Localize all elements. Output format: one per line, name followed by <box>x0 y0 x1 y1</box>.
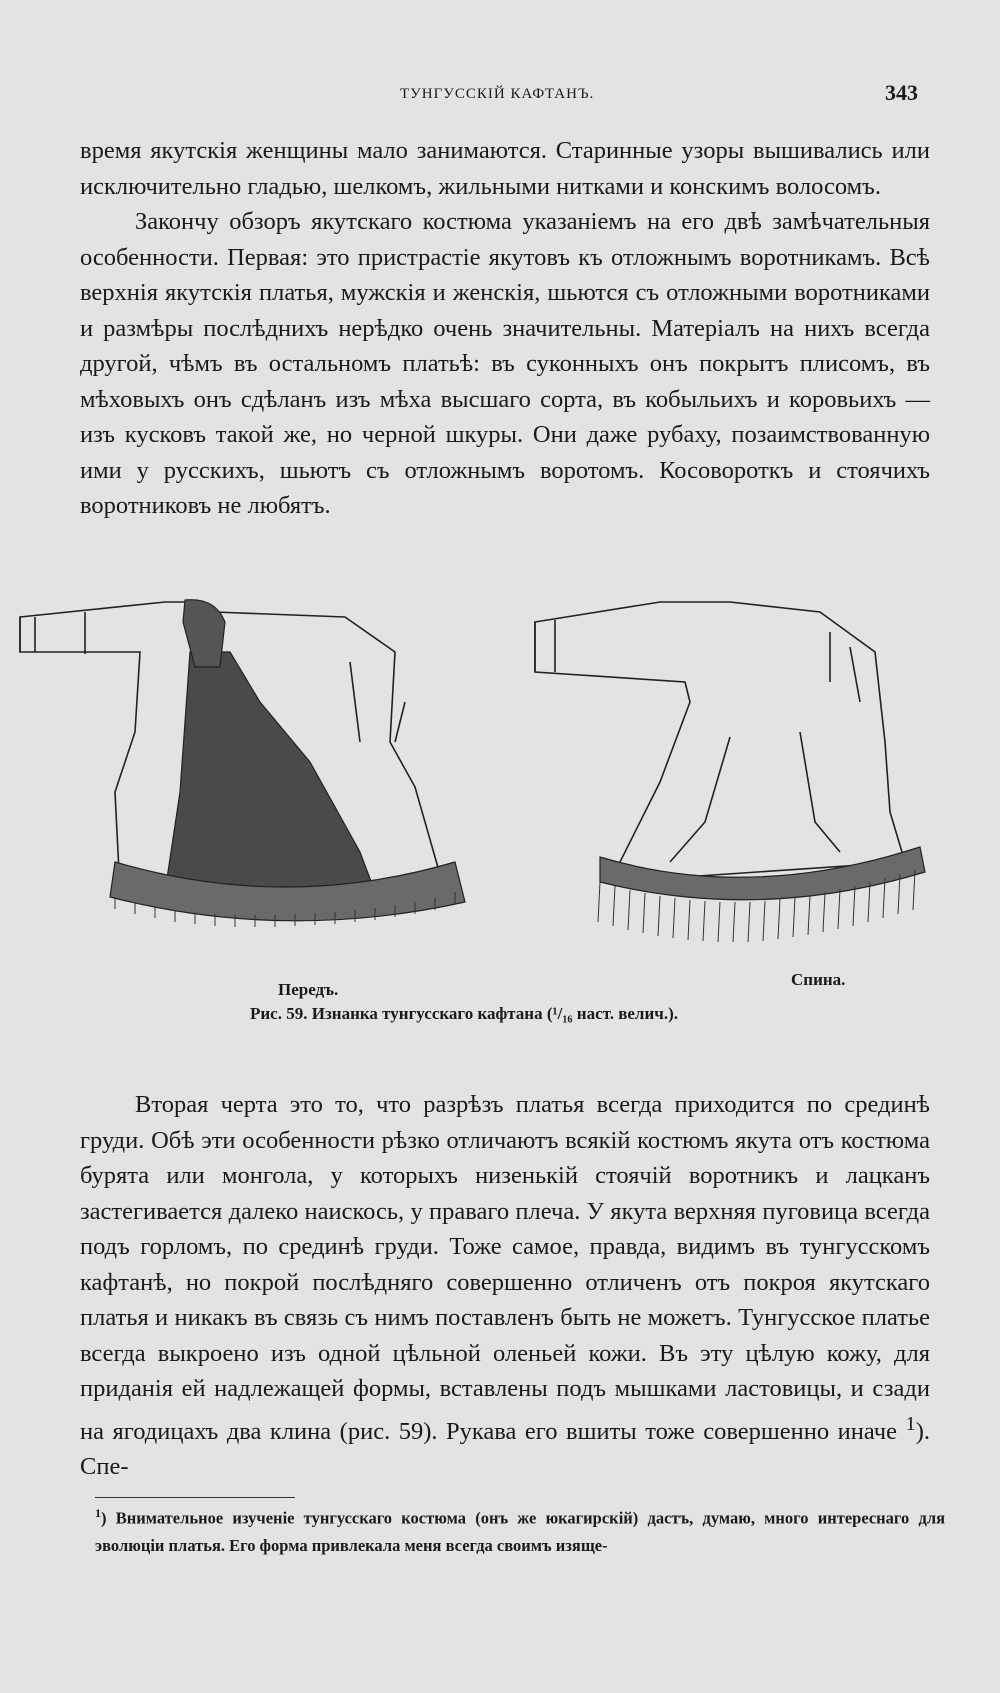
label-front: Передъ. <box>278 980 339 999</box>
page-header <box>0 76 1000 116</box>
figure-59 <box>0 592 1000 1042</box>
paragraph-chest-slit <box>80 1087 930 1485</box>
text-block-top <box>80 133 930 524</box>
footnote-mark: 1 <box>95 1506 101 1520</box>
footnote-divider <box>95 1497 295 1498</box>
paragraph-continuation: время якутскія женщины мало занимаются. Старинные узоры вышивались или исключительно гладью, шелкомъ, жильными нитками и конскимъ волосомъ. <box>80 137 930 200</box>
page-number: 343 <box>885 80 918 105</box>
paragraph-chest-slit-tail: ). Спе- <box>80 1417 931 1481</box>
footnote: $^1$) Внимательное изученіе тунгусскаго костюма (онъ же юкагирскій) дастъ, думаю, много интереснаго для эволюціи платья. Его форма привлекала меня всегда своимъ изяще- <box>95 1506 946 1555</box>
paragraph-chest-slit-text: Вторая черта это то, что разрѣзъ платья всегда приходится по срединѣ груди. Обѣ эти особенности рѣзко отличаютъ всякій костюмъ якута отъ костюма бурята или монгола, у которыхъ низенькій стоячій воротникъ и лацканъ застегивается далеко наискось, у праваго плеча. У якута верхняя пуговица всегда подъ горломъ, по срединѣ груди. Тоже самое, правда, видимъ въ тунгусскомъ кафтанѣ, но покрой послѣдняго совершенно отличенъ отъ покроя якутскаго платья и никакъ въ связь съ нимъ поставленъ быть не можетъ. Тунгусское платье всегда выкроено изъ одной цѣльной оленьей кожи. Въ эту цѣлую кожу, для приданія ей надлежащей формы, вставлены подъ мышками ластовицы, и сзади на ягодицахъ два клина (рис. 59). Рукава его вшиты тоже совершенно иначе <box>80 1091 930 1445</box>
figure-caption: Рис. 59. Изнанка тунгусскаго кафтана (¹/₁₆ наст. велич.). <box>250 1004 678 1023</box>
paragraph-collars: Закончу обзоръ якутскаго костюма указаніемъ на его двѣ замѣчательныя особенности. Первая: это пристрастіе якутовъ къ отложнымъ воротникамъ. Всѣ верхнія якутскія платья, мужскія и женскія, шьются съ отложными воротниками и размѣры послѣднихъ нерѣдко очень значительны. Матеріалъ на нихъ всегда другой, чѣмъ въ остальномъ платьѣ: въ суконныхъ онъ покрытъ плисомъ, въ мѣховыхъ онъ сдѣланъ изъ мѣха высшаго сорта, въ кобыльихъ и коровьихъ — изъ кусковъ такой же, но черной шкуры. Они даже рубаху, позаимствованную ими у русскихъ, шьютъ съ отложнымъ воротомъ. Косовороткъ и стоячихъ воротниковъ не любятъ. <box>80 208 930 519</box>
running-title: ТУНГУССКІЙ КАФТАНЪ. <box>400 86 595 102</box>
kaftan-front-illustration <box>15 592 485 972</box>
label-back: Спина. <box>791 970 846 989</box>
footnote-reference[interactable]: 1 <box>905 1412 916 1435</box>
footnote-text: Внимательное изученіе тунгусскаго костюма (онъ же юкагирскій) дастъ, думаю, много интереснаго для эволюціи платья. Его форма привлекала меня всегда своимъ изяще- <box>95 1508 946 1555</box>
kaftan-back-illustration <box>530 592 990 972</box>
text-block-bottom <box>80 1087 930 1485</box>
